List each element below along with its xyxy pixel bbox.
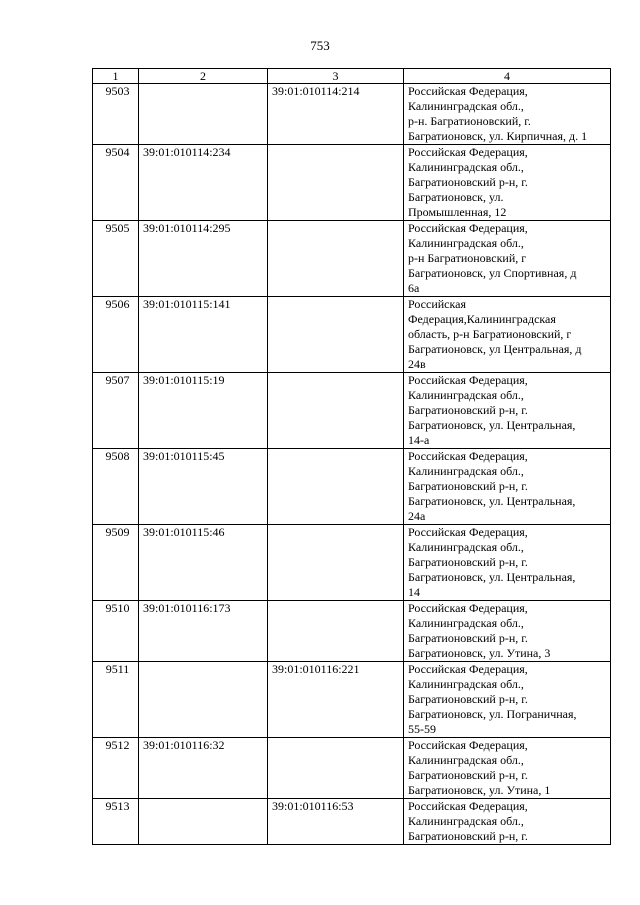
address-line: Багратионовский р-н, г. bbox=[408, 692, 528, 706]
table-row bbox=[93, 84, 611, 145]
address-line: Российская Федерация, bbox=[408, 145, 528, 159]
table-row bbox=[93, 221, 611, 297]
address-line: Калининградская обл., bbox=[408, 160, 524, 174]
table-row bbox=[93, 449, 611, 525]
address-line: Багратионовский р-н, г. bbox=[408, 555, 528, 569]
address-cell bbox=[404, 601, 611, 662]
row-number-cell: 9506 bbox=[93, 297, 139, 373]
cadastral-number-col3-cell bbox=[268, 525, 404, 601]
address-line: Российская Федерация, bbox=[408, 449, 528, 463]
cadastral-number-col2-cell: 39:01:010115:45 bbox=[139, 449, 268, 525]
address-line: Багратионовский р-н, г. bbox=[408, 829, 528, 843]
address-line: Багратионовский р-н, г. bbox=[408, 175, 528, 189]
address-cell bbox=[404, 799, 611, 845]
address-line: Российская Федерация, bbox=[408, 799, 528, 813]
address-line: Багратионовск, ул. Кирпичная, д. 1 bbox=[408, 129, 588, 143]
cadastral-number-col3-cell bbox=[268, 373, 404, 449]
address-line: 24а bbox=[408, 509, 426, 523]
address-line: Калининградская обл., bbox=[408, 236, 524, 250]
table-row bbox=[93, 662, 611, 738]
address-cell bbox=[404, 738, 611, 799]
address-cell bbox=[404, 373, 611, 449]
address-line: область, р-н Багратионовский, г bbox=[408, 327, 572, 341]
cadastral-number-col2-cell bbox=[139, 662, 268, 738]
cadastral-number-col3-cell: 39:01:010116:221 bbox=[268, 662, 404, 738]
address-cell bbox=[404, 449, 611, 525]
cadastral-number-col3-cell bbox=[268, 145, 404, 221]
cadastral-number-col2-cell: 39:01:010114:295 bbox=[139, 221, 268, 297]
address-line: 6а bbox=[408, 281, 420, 295]
address-cell bbox=[404, 145, 611, 221]
row-number-cell: 9510 bbox=[93, 601, 139, 662]
address-line: Российская Федерация, bbox=[408, 373, 528, 387]
address-line: Российская Федерация, bbox=[408, 84, 528, 98]
address-line: Багратионовск, ул. Пограничная, bbox=[408, 707, 577, 721]
table-row bbox=[93, 145, 611, 221]
address-line: Российская Федерация, bbox=[408, 738, 528, 752]
row-number-cell: 9512 bbox=[93, 738, 139, 799]
address-cell bbox=[404, 662, 611, 738]
cadastral-number-col2-cell: 39:01:010114:234 bbox=[139, 145, 268, 221]
address-line: Калининградская обл., bbox=[408, 99, 524, 113]
row-number-cell: 9505 bbox=[93, 221, 139, 297]
cadastral-number-col2-cell: 39:01:010115:46 bbox=[139, 525, 268, 601]
cadastral-number-col3-cell bbox=[268, 221, 404, 297]
address-line: р-н. Багратионовский, г. bbox=[408, 114, 531, 128]
address-cell bbox=[404, 84, 611, 145]
address-cell bbox=[404, 221, 611, 297]
cadastral-number-col2-cell: 39:01:010115:141 bbox=[139, 297, 268, 373]
registry-table bbox=[92, 68, 611, 845]
address-line: Багратионовск, ул. Центральная, bbox=[408, 418, 576, 432]
address-line: 24в bbox=[408, 357, 426, 371]
address-line: Багратионовск, ул. Утина, 1 bbox=[408, 783, 551, 797]
row-number-cell: 9503 bbox=[93, 84, 139, 145]
page-number: 753 bbox=[310, 38, 330, 53]
cadastral-number-col3-cell bbox=[268, 297, 404, 373]
address-line: Российская Федерация, bbox=[408, 601, 528, 615]
row-number-cell: 9504 bbox=[93, 145, 139, 221]
address-line: Багратионовский р-н, г. bbox=[408, 403, 528, 417]
cadastral-number-col2-cell bbox=[139, 84, 268, 145]
address-line: Калининградская обл., bbox=[408, 388, 524, 402]
address-line: р-н Багратионовский, г bbox=[408, 251, 527, 265]
header-col-4: 4 bbox=[404, 69, 611, 84]
header-row bbox=[93, 69, 611, 84]
address-line: Багратионовск, ул. Центральная, bbox=[408, 494, 576, 508]
address-line: Калининградская обл., bbox=[408, 677, 524, 691]
table-row bbox=[93, 373, 611, 449]
address-line: Промышленная, 12 bbox=[408, 205, 507, 219]
address-line: 14-а bbox=[408, 433, 430, 447]
address-line: Калининградская обл., bbox=[408, 753, 524, 767]
row-number-cell: 9513 bbox=[93, 799, 139, 845]
address-line: Российская bbox=[408, 297, 466, 311]
address-line: Российская Федерация, bbox=[408, 525, 528, 539]
address-line: 14 bbox=[408, 585, 420, 599]
row-number-cell: 9508 bbox=[93, 449, 139, 525]
address-line: Калининградская обл., bbox=[408, 814, 524, 828]
address-line: Калининградская обл., bbox=[408, 464, 524, 478]
cadastral-number-col2-cell: 39:01:010116:173 bbox=[139, 601, 268, 662]
table-body bbox=[93, 84, 611, 845]
row-number-cell: 9507 bbox=[93, 373, 139, 449]
cadastral-number-col3-cell bbox=[268, 601, 404, 662]
row-number-cell: 9511 bbox=[93, 662, 139, 738]
address-line: 55-59 bbox=[408, 722, 436, 736]
address-line: Багратионовский р-н, г. bbox=[408, 479, 528, 493]
address-cell bbox=[404, 525, 611, 601]
address-line: Багратионовск, ул Спортивная, д bbox=[408, 266, 577, 280]
cadastral-number-col3-cell: 39:01:010116:53 bbox=[268, 799, 404, 845]
header-col-1: 1 bbox=[93, 69, 139, 84]
address-line: Российская Федерация, bbox=[408, 221, 528, 235]
address-line: Калининградская обл., bbox=[408, 540, 524, 554]
cadastral-number-col3-cell bbox=[268, 738, 404, 799]
table-header bbox=[93, 69, 611, 84]
address-line: Багратионовск, ул Центральная, д bbox=[408, 342, 582, 356]
address-line: Багратионовский р-н, г. bbox=[408, 631, 528, 645]
address-line: Багратионовский р-н, г. bbox=[408, 768, 528, 782]
address-line: Багратионовск, ул. Центральная, bbox=[408, 570, 576, 584]
table-row bbox=[93, 799, 611, 845]
address-line: Багратионовск, ул. Утина, 3 bbox=[408, 646, 551, 660]
address-cell bbox=[404, 297, 611, 373]
row-number-cell: 9509 bbox=[93, 525, 139, 601]
address-line: Федерация,Калининградская bbox=[408, 312, 556, 326]
cadastral-number-col2-cell: 39:01:010115:19 bbox=[139, 373, 268, 449]
table-row bbox=[93, 525, 611, 601]
address-line: Калининградская обл., bbox=[408, 616, 524, 630]
header-col-3: 3 bbox=[268, 69, 404, 84]
address-line: Багратионовск, ул. bbox=[408, 190, 504, 204]
address-line: Российская Федерация, bbox=[408, 662, 528, 676]
table-row bbox=[93, 738, 611, 799]
cadastral-number-col2-cell: 39:01:010116:32 bbox=[139, 738, 268, 799]
cadastral-number-col2-cell bbox=[139, 799, 268, 845]
table-row bbox=[93, 601, 611, 662]
cadastral-number-col3-cell bbox=[268, 449, 404, 525]
cadastral-number-col3-cell: 39:01:010114:214 bbox=[268, 84, 404, 145]
table-row bbox=[93, 297, 611, 373]
header-col-2: 2 bbox=[139, 69, 268, 84]
